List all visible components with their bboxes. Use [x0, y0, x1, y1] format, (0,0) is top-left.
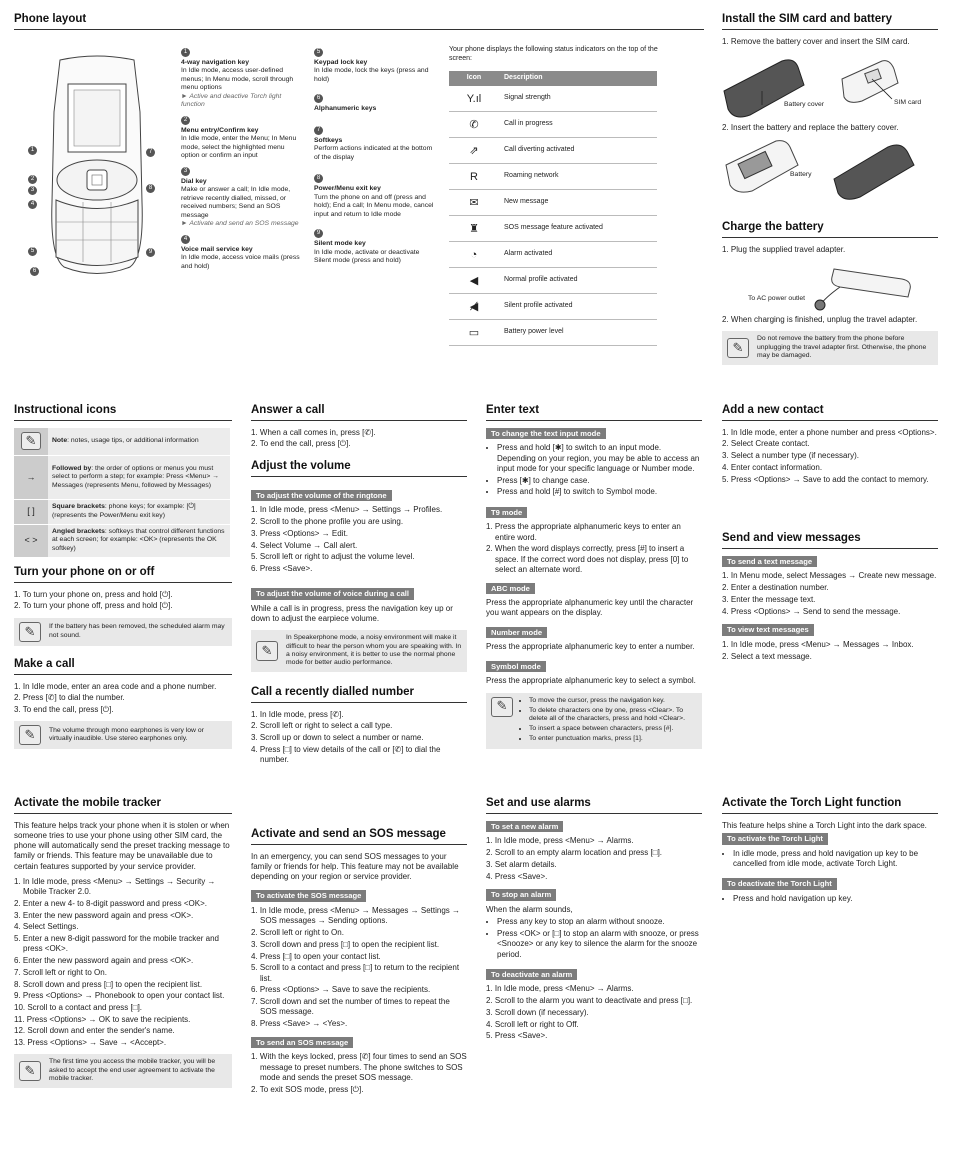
messages-section [722, 531, 938, 664]
status-description: Call diverting activated [499, 138, 657, 164]
subsection-label: To activate the SOS message [251, 890, 366, 902]
key-desc: 6 Alphanumeric keys [314, 95, 377, 113]
torch-section [722, 796, 938, 907]
subsection-label: To view text messages [722, 624, 814, 636]
step: 5. Press <Options> → Save to add the contact to memory. [722, 474, 929, 484]
charge-section [722, 220, 938, 365]
step: 1. In Idle mode, press <Menu> → Messages → Settings → SOS messages → Sending options. [251, 906, 460, 926]
key-desc: 5 Keypad lock key In Idle mode, lock the keys (press and hold) [314, 48, 429, 83]
step: 2. Select Create contact. [722, 439, 810, 449]
number-text: Press the appropriate alphanumeric key to enter a number. [486, 642, 695, 652]
battery-icon: ▭ [449, 320, 499, 346]
divert-icon: ⇗ [449, 138, 499, 164]
step: 2. Enter a new 4- to 8-digit password and press <OK>. [14, 898, 207, 908]
step: 5. Scroll left or right to adjust the volume level. [251, 552, 415, 562]
subsection-label: To send a text message [722, 556, 817, 568]
subsection-label: Symbol mode [486, 661, 546, 673]
section-title: Set and use alarms [486, 796, 702, 814]
step: 2. Scroll to an empty alarm location and press [□]. [486, 848, 663, 858]
section-title: Instructional icons [14, 403, 232, 421]
signal-icon: Y.ıl [449, 86, 499, 112]
step: 1. Press the appropriate alphanumeric keys to enter an entire word. [486, 522, 681, 542]
status-row [449, 164, 657, 190]
volume-section [251, 459, 467, 672]
bullet-item: • Press [✱] to change case. [497, 476, 702, 486]
charge-step-2: 2. When charging is finished, unplug the travel adapter. [722, 314, 918, 324]
col-icon: Icon [449, 71, 499, 86]
step: 1. With the keys locked, press [✆] four times to send an SOS message to preset numbers. The phone switches to SOS mode and sends the preset SOS message. [251, 1052, 467, 1082]
step: 5. Press <Save>. [486, 1031, 548, 1041]
volume-note: ✎ In Speakerphone mode, a noisy environment will make it difficult to hear the person whom you are speaking with. In a noisy environment, it is better to use the normal phone mode for better audio performance. [251, 630, 467, 672]
step: 6. Enter the new password again and press <OK>. [14, 956, 194, 966]
step: 5. Enter a new 8-digit password for the mobile tracker and press <OK>. [14, 934, 219, 954]
make-call-section [14, 657, 232, 749]
callout-7: 7 [146, 148, 155, 159]
subsection-label: To deactivate an alarm [486, 969, 577, 981]
sim-section [722, 12, 938, 203]
call-icon: ✆ [449, 112, 499, 138]
label-battery-cover: Battery cover [784, 100, 825, 108]
status-row [449, 138, 657, 164]
step: 7. Scroll left or right to On. [14, 967, 107, 977]
alarms-section [486, 796, 702, 1043]
section-title: Make a call [14, 657, 232, 675]
subsection-label: To adjust the volume of voice during a call [251, 588, 414, 600]
step: 1. In Idle mode, press <Menu> → Alarms. [486, 984, 634, 994]
phone-illustration [30, 52, 165, 282]
callout-1: 1 [28, 146, 37, 157]
key-desc: 7 Softkeys Perform actions indicated at the bottom of the display [314, 126, 433, 161]
arrow-icon: → [14, 456, 48, 500]
note-icon: ✎ [19, 725, 41, 745]
step: 3. To end the call, press [⏻]. [14, 705, 114, 715]
section-title: Install the SIM card and battery [722, 12, 938, 30]
step: 5. Scroll to a contact and press [□] to return to the recipient list. [251, 963, 460, 983]
section-title: Send and view messages [722, 531, 938, 549]
step: 2. Press [✆] to dial the number. [14, 693, 125, 703]
step: 3. Enter the new password again and press <OK>. [14, 910, 194, 920]
step: 1. In Idle mode, enter an area code and a phone number. [14, 681, 217, 691]
bullet-item: • Press and hold [#] to switch to Symbol mode. [497, 487, 702, 497]
tracker-note: ✎ The first time you access the mobile tracker, you will be asked to accept the end user agreement to activate the mobile tracker. [14, 1054, 232, 1087]
key-desc: 1 4-way navigation key In Idle mode, access user-defined menus; In Menu mode, scroll through menu options ► Active and deactive Torch light function [181, 48, 294, 109]
charge-note: ✎ Do not remove the battery from the phone before unplugging the travel adapter first. Otherwise, the phone may be damaged. [722, 331, 938, 364]
step: 3. Scroll down (if necessary). [486, 1007, 589, 1017]
key-desc: 3 Dial key Make or answer a call; In Idle mode, retrieve recently dialled, missed, or received numbers; Send an SOS message ► Activate and send an SOS message [181, 167, 299, 228]
battery-illustration [722, 135, 938, 203]
step: 4. Select Settings. [14, 922, 79, 932]
step: 3. Set alarm details. [486, 859, 557, 869]
angle-brackets-icon: < > [14, 524, 48, 557]
step: 10. Scroll to a contact and press [□]. [14, 1002, 143, 1012]
status-row [449, 294, 657, 320]
key-descriptions-left [181, 48, 301, 271]
label-sim-card: SIM card [894, 98, 922, 106]
bullet-item: • Press <OK> or [□] to stop an alarm with snooze, or press <Snooze> or any key to silence the alarm for the snooze period. [497, 929, 702, 960]
section-title: Activate the Torch Light function [722, 796, 938, 814]
col-description: Description [499, 71, 657, 86]
bullet-item: • To enter punctuation marks, press [1]. [529, 735, 697, 743]
torch-intro: This feature helps shine a Torch Light into the dark space. [722, 820, 927, 830]
enter-text-section [486, 403, 702, 749]
key-desc: 2 Menu entry/Confirm key In Idle mode, enter the Menu; In Menu mode, select the highlighted menu option or confirm an input [181, 116, 297, 160]
instructional-icons-section [14, 403, 232, 558]
note-icon: ✎ [14, 428, 48, 456]
step: 2. Scroll left or right to On. [251, 928, 344, 938]
turn-on-section [14, 565, 232, 646]
key-desc: 9 Silent mode key In Idle mode, activate or deactivate Silent mode (press and hold) [314, 230, 420, 265]
step: 1. In Idle mode, press <Menu> → Settings → Security → Mobile Tracker 2.0. [14, 876, 216, 897]
status-intro: Your phone displays the following status indicators on the top of the screen: [449, 46, 658, 62]
step: 2. Enter a destination number. [722, 583, 829, 593]
callout-3: 3 [28, 186, 37, 197]
step: 1. In Idle mode, enter a phone number and press <Options>. [722, 427, 937, 437]
step: 3. Enter the message text. [722, 594, 816, 604]
step: 2. When the word displays correctly, press [#] to insert a space. If the correct word does not display, press [0] to select an alternate word. [486, 544, 689, 574]
abc-text: Press the appropriate alphanumeric key until the character you want appears on the display. [486, 598, 694, 618]
step: 4. Press [□] to open your contact list. [251, 951, 381, 961]
step: 3. Select a number type (if necessary). [722, 451, 859, 461]
status-row [449, 242, 657, 268]
step: 2. To end the call, press [⏻]. [251, 439, 351, 449]
status-description: Alarm activated [499, 242, 657, 268]
speaker-icon: ◀ [449, 268, 499, 294]
section-title: Turn your phone on or off [14, 565, 232, 583]
section-title: Activate and send an SOS message [251, 827, 467, 845]
subsection-label: To adjust the volume of the ringtone [251, 490, 392, 502]
enter-text-note [486, 693, 702, 749]
status-row [449, 268, 657, 294]
section-title: Enter text [486, 403, 702, 421]
step: 3. Scroll down and press [□] to open the recipient list. [251, 939, 440, 949]
silent-icon: ◀̸ [449, 294, 499, 320]
bullet-item: • In idle mode, press and hold navigation up key to be cancelled from idle mode, activate Torch Light. [733, 849, 938, 869]
step: 1. In Idle mode, press <Menu> → Alarms. [486, 836, 634, 846]
sos-intro: In an emergency, you can send SOS messages to your family or friends for help. This feature may not be available depending on your region or service provider. [251, 851, 459, 882]
step: 2. Scroll to the alarm you want to deactivate and press [□]. [486, 996, 693, 1006]
step: 1. In Idle mode, press <Menu> → Settings → Profiles. [251, 505, 443, 515]
subsection-label: To set a new alarm [486, 821, 563, 833]
make-call-note: ✎ The volume through mono earphones is very low or virtually inaudible. Use stereo earphones only. [14, 721, 232, 749]
sos-icon: ♜ [449, 216, 499, 242]
step: 12. Scroll down and enter the sender's name. [14, 1026, 175, 1036]
sim-step-1: 1. Remove the battery cover and insert the SIM card. [722, 36, 910, 46]
turn-on-note: ✎ If the battery has been removed, the scheduled alarm may not sound. [14, 618, 232, 646]
step: 2. Select a text message. [722, 651, 812, 661]
bullet-item: • Press any key to stop an alarm without snooze. [497, 917, 702, 927]
brackets-icon: [ ] [14, 500, 48, 524]
charge-step-1: 1. Plug the supplied travel adapter. [722, 244, 846, 254]
status-row [449, 86, 657, 112]
step: 2. Scroll to the phone profile you are using. [251, 517, 404, 527]
phone-layout-section [14, 12, 704, 37]
section-title: Charge the battery [722, 220, 938, 238]
step: 1. To turn your phone on, press and hold [⏻]. [14, 589, 173, 599]
sos-section [251, 827, 467, 1096]
status-description: Normal profile activated [499, 268, 657, 294]
step: 8. Press <Save> → <Yes>. [251, 1018, 348, 1028]
step: 3. Press <Options> → Edit. [251, 528, 348, 538]
subsection-label: To send an SOS message [251, 1037, 353, 1049]
subsection-label: ABC mode [486, 583, 535, 595]
note-icon: ✎ [491, 697, 513, 717]
note-icon: ✎ [19, 1061, 41, 1081]
message-icon: ✉ [449, 190, 499, 216]
section-title: Call a recently dialled number [251, 685, 467, 703]
step: 7. Scroll down and set the number of times to repeat the SOS message. [251, 997, 450, 1017]
volume-text: While a call is in progress, press the navigation key up or down to adjust the earpiece volume. [251, 603, 453, 623]
status-description: SOS message feature activated [499, 216, 657, 242]
step: 4. Press <Save>. [486, 871, 548, 881]
step: 8. Scroll down and press [□] to open the recipient list. [14, 979, 203, 989]
callout-4: 4 [28, 200, 37, 211]
step: 11. Press <Options> → OK to save the recipients. [14, 1014, 191, 1024]
step: 2. To turn your phone off, press and hold [⏻]. [14, 601, 173, 611]
bullet-item: • Press and hold navigation up key. [733, 894, 938, 904]
step: 4. Enter contact information. [722, 462, 823, 472]
status-description: Signal strength [499, 86, 657, 112]
status-row [449, 216, 657, 242]
section-title: Activate the mobile tracker [14, 796, 232, 814]
bullet-item: • Press and hold [✱] to switch to an input mode. Depending on your region, you may be able to access an input mode for your specific language or Number mode. [497, 443, 702, 474]
tracker-section [14, 796, 232, 1088]
answer-section [251, 403, 467, 451]
sim-step-2: 2. Insert the battery and replace the battery cover. [722, 122, 899, 132]
section-title: Answer a call [251, 403, 467, 421]
status-description: Roaming network [499, 164, 657, 190]
instructional-table: ✎ Note: notes, usage tips, or additional information → Followed by: the order of options or menus you must select to perform a step; for example: Press <Menu> → Messages (represents Menu, followed by Messages) [ ] Square brackets: phone keys; for example: [⏻] (represents the Power/Menu exit key) < > Angled brackets: softkeys that control different functions at each screen; for example: <OK> (represents the OK softkey) [14, 428, 230, 558]
step: 4. Press [□] to view details of the call or [✆] to dial the number. [251, 744, 441, 765]
status-row [449, 190, 657, 216]
callout-6: 6 [30, 267, 39, 278]
label-battery: Battery [790, 171, 812, 179]
section-title: Adjust the volume [251, 459, 467, 477]
step: 2. To exit SOS mode, press [⏻]. [251, 1084, 364, 1094]
status-description: New message [499, 190, 657, 216]
callout-8: 8 [146, 184, 155, 195]
step: 1. In Idle mode, press [✆]. [251, 709, 344, 719]
bullet-item: • To move the cursor, press the navigation key. [529, 697, 697, 705]
tracker-intro: This feature helps track your phone when it is stolen or when someone tries to use your phone using other SIM card, the phone will automatically send the preset tracking message to family or friends. This feature may be unavailable due to certain features supported by your service provider. [14, 820, 230, 871]
subsection-label: To change the text input mode [486, 428, 606, 440]
callout-5: 5 [28, 247, 37, 258]
subsection-label: T9 mode [486, 507, 527, 519]
note-icon: ✎ [727, 338, 749, 358]
sim-illustration [722, 49, 938, 123]
subsection-label: To deactivate the Torch Light [722, 878, 837, 890]
step: 2. Scroll left or right to select a call type. [251, 721, 393, 731]
key-desc: 4 Voice mail service key In Idle mode, access voice mails (press and hold) [181, 235, 300, 270]
step: 4. Select Volume → Call alert. [251, 540, 358, 550]
step: 3. Scroll up or down to select a number or name. [251, 733, 424, 743]
callout-2: 2 [28, 175, 37, 186]
status-indicators [449, 46, 659, 346]
step: 9. Press <Options> → Phonebook to open your contact list. [14, 991, 225, 1001]
subsection-label: To activate the Torch Light [722, 833, 828, 845]
step: 1. In Menu mode, select Messages → Create new message. [722, 571, 937, 581]
key-descriptions-right [314, 48, 436, 266]
contact-section [722, 403, 938, 486]
bullet-item: • To delete characters one by one, press <Clear>. To delete all of the characters, press and hold <Clear>. [529, 707, 697, 724]
step: 6. Press <Save>. [251, 564, 313, 574]
section-title: Phone layout [14, 12, 704, 30]
note-icon: ✎ [256, 641, 278, 661]
symbol-text: Press the appropriate alphanumeric key to select a symbol. [486, 676, 696, 686]
label-ac-outlet: To AC power outlet [748, 294, 806, 302]
status-description: Battery power level [499, 320, 657, 346]
key-desc: 8 Power/Menu exit key Turn the phone on and off (press and hold); End a call; In Menu mode, cancel input and return to Idle mode [314, 175, 434, 218]
charger-illustration [722, 257, 938, 315]
section-title: Add a new contact [722, 403, 938, 421]
status-row [449, 112, 657, 138]
roaming-icon: R [449, 164, 499, 190]
subsection-label: To stop an alarm [486, 889, 556, 901]
step: 4. Scroll left or right to Off. [486, 1019, 579, 1029]
callout-9: 9 [146, 248, 155, 259]
step: 13. Press <Options> → Save → <Accept>. [14, 1038, 167, 1048]
subsection-label: Number mode [486, 627, 547, 639]
alarm-text: When the alarm sounds, [486, 905, 573, 915]
alarm-icon: ◔ [449, 242, 499, 268]
status-table [449, 71, 657, 346]
bullet-item: • To insert a space between characters, press [#]. [529, 725, 697, 733]
recent-call-section [251, 685, 467, 767]
step: 4. Press <Options> → Send to send the message. [722, 606, 901, 616]
status-description: Call in progress [499, 112, 657, 138]
step: 1. In Idle mode, press <Menu> → Messages → Inbox. [722, 640, 914, 650]
note-icon: ✎ [19, 622, 41, 642]
step: 1. When a call comes in, press [✆]. [251, 427, 376, 437]
status-row [449, 320, 657, 346]
status-description: Silent profile activated [499, 294, 657, 320]
step: 6. Press <Options> → Save to save the recipients. [251, 985, 431, 995]
